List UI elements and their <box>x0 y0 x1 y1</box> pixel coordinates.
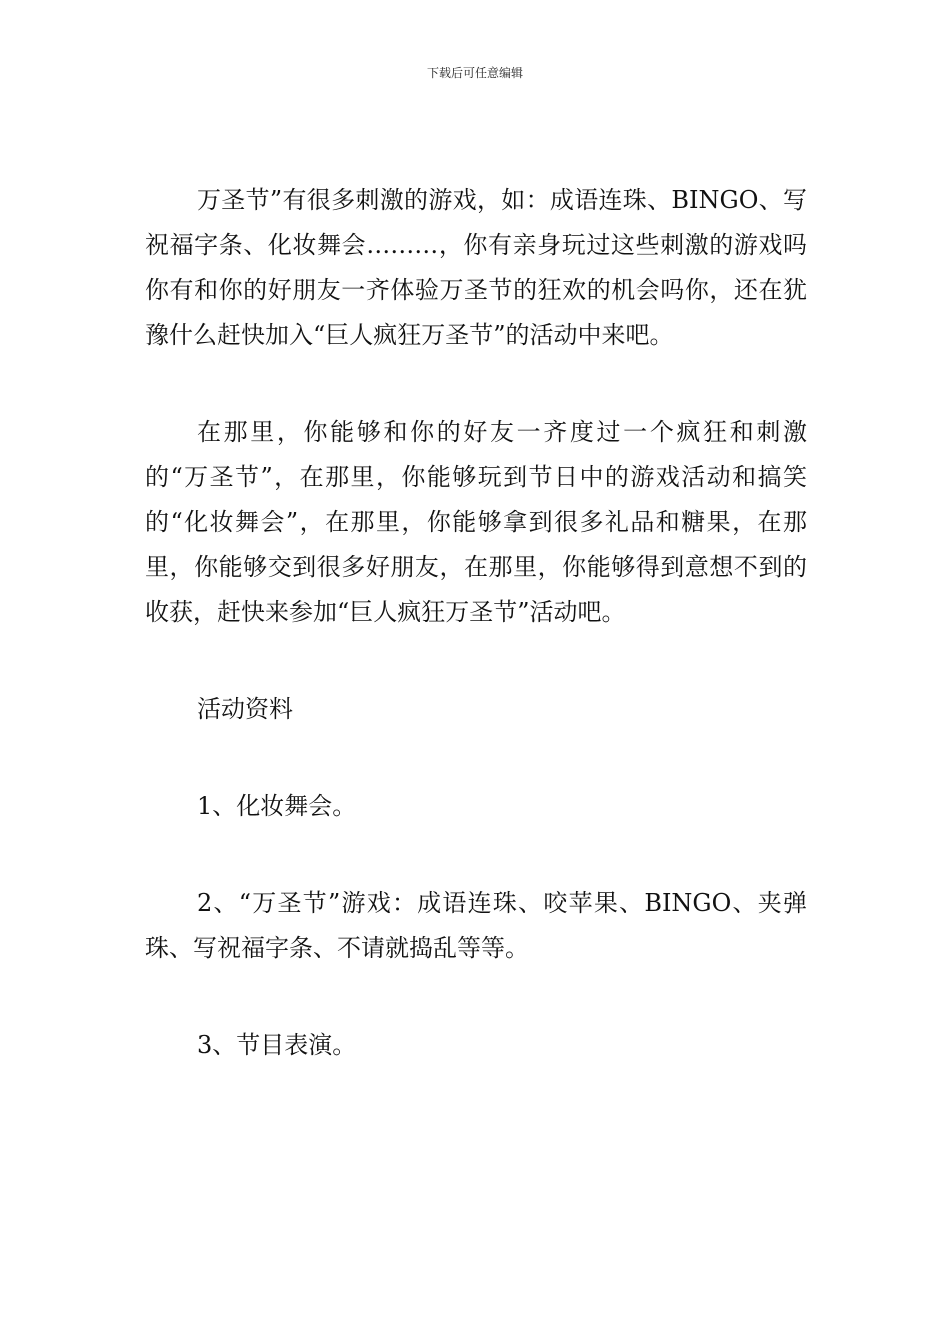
paragraph-description: 在那里，你能够和你的好友一齐度过一个疯狂和刺激的“万圣节”，在那里，你能够玩到节日中的游戏活动和搞笑的“化妆舞会”，在那里，你能够拿到很多礼品和糖果，在那里，你能够交到很多好朋友，在那里，你能够得到意想不到的收获，赶快来参加“巨人疯狂万圣节”活动吧。 <box>145 418 807 626</box>
spacer <box>145 732 807 784</box>
page-header: 下载后可任意编辑 <box>426 66 523 80</box>
spacer <box>145 971 807 1023</box>
list-item-2: 2、“万圣节”游戏：成语连珠、咬苹果、BINGO、夹弹珠、写祝福字条、不请就捣乱等等。 <box>145 889 807 962</box>
spacer <box>145 635 807 687</box>
paragraph-intro: 万圣节”有很多刺激的游戏，如：成语连珠、BINGO、写祝福字条、化妆舞会………，你有亲身玩过这些刺激的游戏吗你有和你的好朋友一齐体验万圣节的狂欢的机会吗你，还在犹豫什么赶快加入“巨人疯狂万圣节”的活动中来吧。 <box>145 186 807 349</box>
section-heading-activities: 活动资料 <box>197 695 293 723</box>
list-item-1: 1、化妆舞会。 <box>197 792 357 820</box>
spacer <box>145 358 807 410</box>
document-body <box>145 178 807 1068</box>
spacer <box>145 829 807 881</box>
list-item-3: 3、节目表演。 <box>197 1031 357 1059</box>
